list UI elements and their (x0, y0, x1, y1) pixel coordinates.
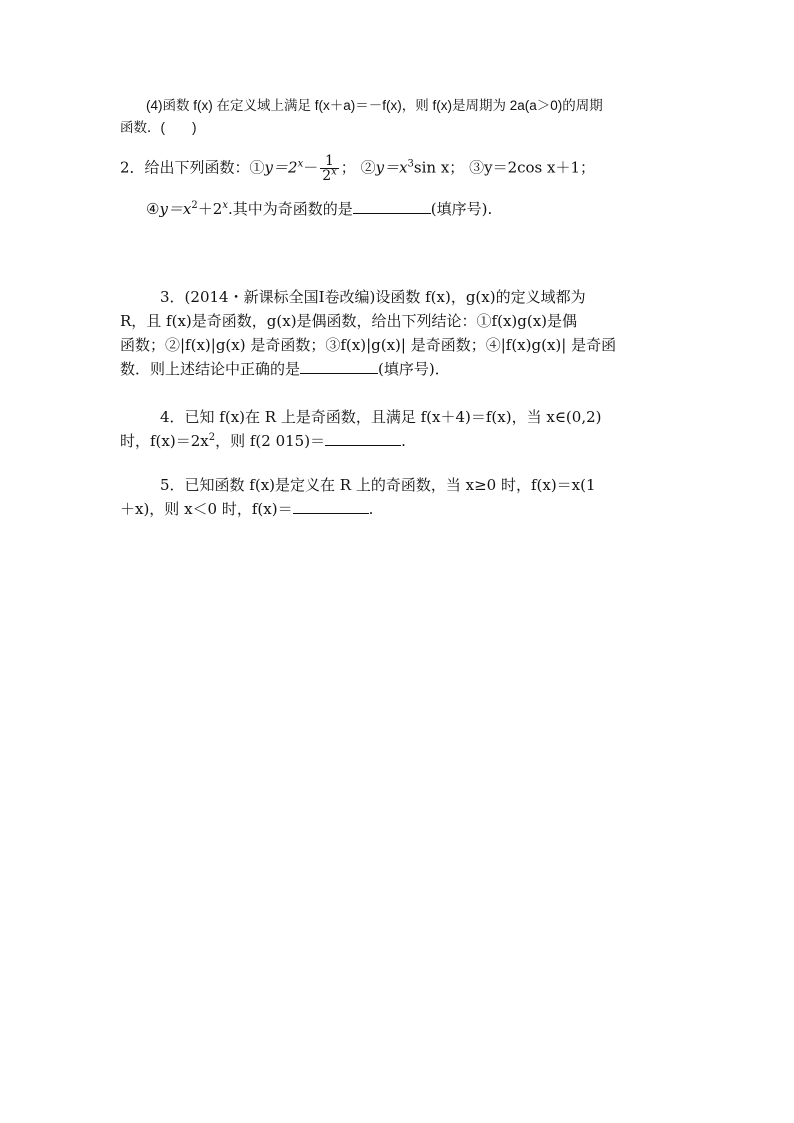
q2-f2: y＝x (375, 158, 408, 177)
q5-line2-end: . (368, 500, 374, 518)
q4-line2-exp: 2 (208, 432, 216, 443)
q2-f1-exp: x (297, 158, 304, 170)
q3-answer-blank[interactable] (300, 359, 378, 374)
q2-frac-den (320, 166, 339, 184)
q2-f2-rest: sin x； (413, 158, 465, 177)
q2-f4-exp2: x (222, 200, 228, 211)
q2-f1-base: y＝2 (264, 158, 298, 177)
q2-f4-end: (填序号). (430, 200, 493, 218)
q2-answer-blank[interactable] (353, 199, 431, 214)
q2-f4-a: y＝x (159, 200, 192, 218)
q2-lead: 2．给出下列函数：① (120, 158, 265, 177)
q2-f4-b: ＋2 (197, 200, 223, 218)
q4-line1: 4．已知 f(x)在 R 上是奇函数，且满足 f(x＋4)＝f(x)，当 x∈(0,2) (160, 408, 602, 426)
q3-line1: 3．(2014・新课标全国Ⅰ卷改编)设函数 f(x)，g(x)的定义域都为 (160, 288, 586, 306)
q2-f3: ③y＝2cos x＋1； (469, 158, 596, 177)
q3-line4 (120, 359, 450, 379)
q3-line3: 函数；②|f(x)|g(x) 是奇函数；③f(x)|g(x)| 是奇函数；④|f(x)g(x)| 是奇函 (120, 336, 617, 354)
q5-line2 (120, 499, 373, 519)
q2-f1-minus: － (303, 158, 319, 177)
q2-f2-mark: ② (360, 158, 376, 177)
q3-line4-b: (填序号)． (378, 360, 450, 378)
q2-f4-exp1: 2 (191, 200, 198, 211)
q1-item4-line2: 函数．( ) (120, 120, 197, 135)
q2-frac-num: 1 (320, 154, 339, 169)
q1-item4-line1: (4)函数 f(x) 在定义域上满足 f(x＋a)＝－f(x)，则 f(x)是周期为 2a(a＞0)的周期 (146, 98, 603, 113)
q2-f1-end: ； (340, 158, 356, 177)
q5-line1: 5．已知函数 f(x)是定义在 R 上的奇函数，当 x≥0 时，f(x)＝x(1 (160, 476, 596, 494)
q4-line2 (120, 431, 406, 451)
q2-f2-exp: 3 (407, 158, 414, 170)
q4-line2-end: . (401, 432, 406, 450)
q2-frac-den-base: 2 (322, 168, 332, 184)
q2-line2 (146, 199, 492, 219)
q3-line2: R，且 f(x)是奇函数，g(x)是偶函数，给出下列结论：①f(x)g(x)是偶 (120, 312, 578, 330)
q4-line2-a: 时，f(x)＝2x (120, 432, 209, 450)
q2-frac-den-exp: x (331, 166, 337, 178)
q2-f4-mark: ④ (146, 200, 160, 218)
q5-line2-a: ＋x)，则 x＜0 时，f(x)＝ (120, 500, 293, 518)
q4-line2-b: ，则 f(2 015)＝ (215, 432, 326, 450)
q2-line1 (120, 154, 595, 183)
q3-line4-a: 数．则上述结论中正确的是 (120, 360, 301, 378)
q5-answer-blank[interactable] (293, 499, 369, 514)
q2-f4-tail: .其中为奇函数的是 (227, 200, 353, 218)
q4-answer-blank[interactable] (325, 431, 401, 446)
q2-fraction (320, 154, 339, 183)
